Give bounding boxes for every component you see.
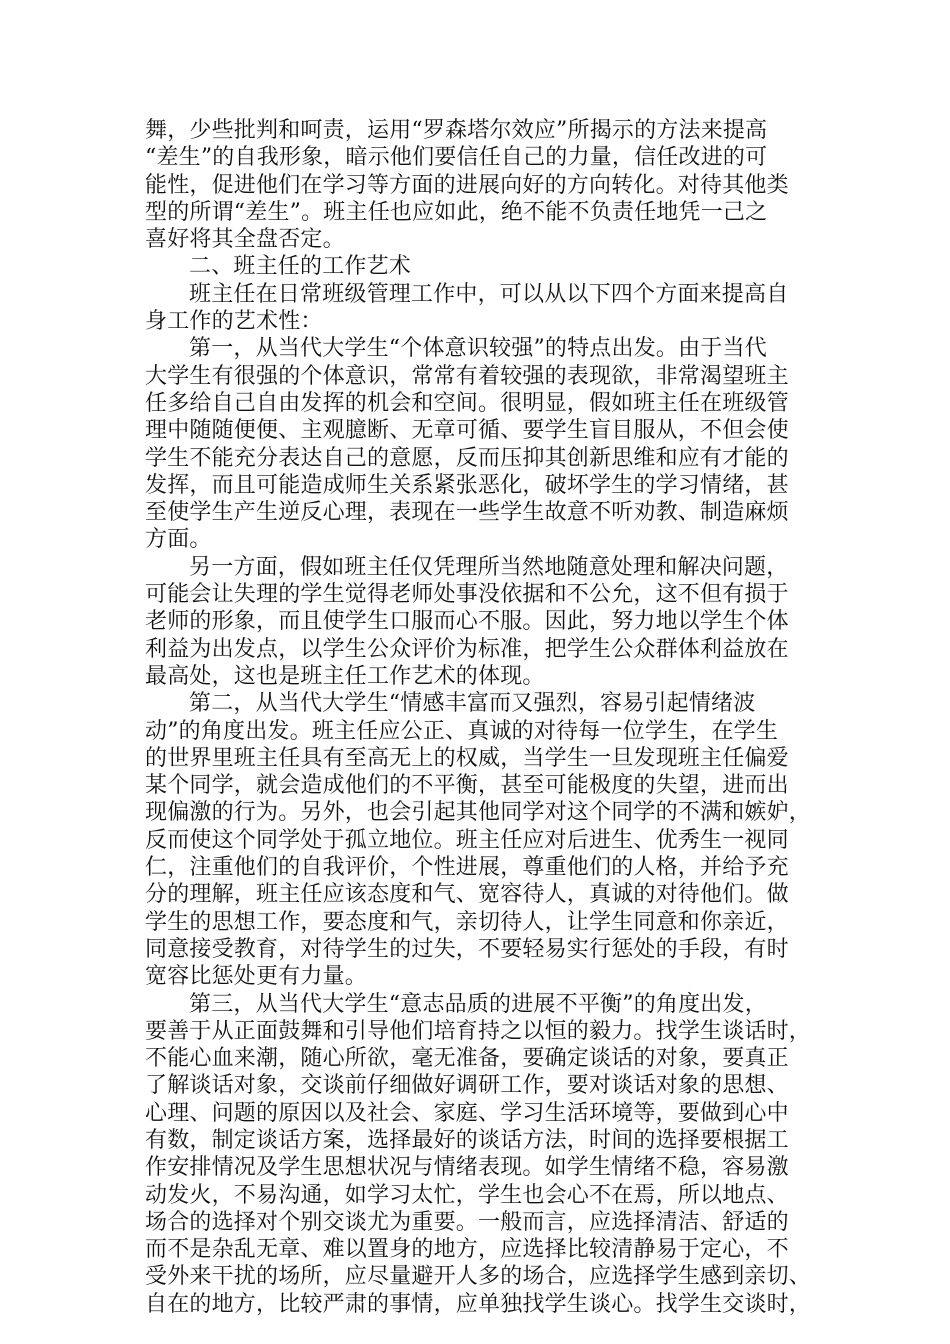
text-line: 身工作的艺术性： [145,309,323,335]
text-line: 第三，从当代大学生“意志品质的进展不平衡”的角度出发， [189,991,767,1017]
text-line: 理中随随便便、主观臆断、无章可循、要学生盲目服从，不但会使 [145,418,789,444]
text-line: 了解谈话对象，交谈前仔细做好调研工作，要对谈话对象的思想、 [145,1073,789,1099]
text-line: “差生”的自我形象，暗示他们要信任自己的力量，信任改进的可 [145,145,768,171]
text-line: 动发火，不易沟通，如学习太忙，学生也会心不在焉，所以地点、 [145,1182,789,1208]
text-line: 最高处，这也是班主任工作艺术的体现。 [145,663,545,689]
text-line: 喜好将其全盘否定。 [145,227,345,253]
text-line: 同意接受教育，对待学生的过失，不要轻易实行惩处的手段，有时 [145,936,789,962]
text-line: 型的所谓“差生”。班主任也应如此，绝不能不负责任地凭一己之 [145,199,768,225]
text-line: 班主任在日常班级管理工作中，可以从以下四个方面来提高自 [189,281,789,307]
text-line: 反而使这个同学处于孤立地位。班主任应对后进生、优秀生一视同 [145,827,789,853]
text-line: 方面。 [145,527,212,553]
text-line: 至使学生产生逆反心理，表现在一些学生故意不听劝教、制造麻烦 [145,500,789,526]
text-line: 受外来干扰的场所，应尽量避开人多的场合，应选择学生感到亲切、 [145,1264,812,1290]
text-line: 利益为出发点，以学生公众评价为标准，把学生公众群体利益放在 [145,636,789,662]
text-line: 有数，制定谈话方案，选择最好的谈话方法，时间的选择要根据工 [145,1127,789,1153]
text-line: 能性，促进他们在学习等方面的进展向好的方向转化。对待其他类 [145,172,789,198]
text-line: 自在的地方，比较严肃的事情，应单独找学生谈心。找学生交谈时， [145,1291,812,1317]
text-line: 二、班主任的工作艺术 [189,254,412,280]
text-line: 可能会让失理的学生觉得老师处事没依据和不公允，这不但有损于 [145,582,789,608]
text-line: 宽容比惩处更有力量。 [145,964,368,990]
text-line: 的世界里班主任具有至高无上的权威，当学生一旦发现班主任偏爱 [145,745,789,771]
text-line: 不能心血来潮，随心所欲，毫无准备，要确定谈话的对象，要真正 [145,1046,789,1072]
text-line: 第一，从当代大学生“个体意识较强”的特点出发。由于当代 [189,336,767,362]
text-line: 第二，从当代大学生“情感丰富而又强烈，容易引起情绪波 [189,691,756,717]
text-line: 动”的角度出发。班主任应公正、真诚的对待每一位学生，在学生 [145,718,779,744]
text-line: 而不是杂乱无章、难以置身的地方，应选择比较清静易于定心，不 [145,1237,789,1263]
text-line: 现偏激的行为。另外，也会引起其他同学对这个同学的不满和嫉妒， [145,800,812,826]
text-line: 某个同学，就会造成他们的不平衡，甚至可能极度的失望，进而出 [145,773,789,799]
text-line: 学生不能充分表达自己的意愿，反而压抑其创新思维和应有才能的 [145,445,789,471]
document-page [145,117,817,1318]
text-line: 场合的选择对个别交谈尤为重要。一般而言，应选择清洁、舒适的 [145,1209,789,1235]
text-line: 心理、问题的原因以及社会、家庭、学习生活环境等，要做到心中 [145,1100,789,1126]
text-line: 老师的形象，而且使学生口服而心不服。因此，努力地以学生个体 [145,609,789,635]
text-line: 要善于从正面鼓舞和引导他们培育持之以恒的毅力。找学生谈话时， [145,1018,812,1044]
text-line: 作安排情况及学生思想状况与情绪表现。如学生情绪不稳，容易激 [145,1155,789,1181]
text-line: 分的理解，班主任应该态度和气、宽容待人，真诚的对待他们。做 [145,882,789,908]
text-line: 任多给自己自由发挥的机会和空间。很明显，假如班主任在班级管 [145,390,789,416]
text-line: 舞，少些批判和呵责，运用“罗森塔尔效应”所揭示的方法来提高 [145,118,768,143]
text-line: 大学生有很强的个体意识，常常有着较强的表现欲，非常渴望班主 [145,363,789,389]
text-line: 另一方面，假如班主任仅凭理所当然地随意处理和解决问题， [189,554,789,580]
text-line: 学生的思想工作，要态度和气，亲切待人，让学生同意和你亲近， [145,909,789,935]
text-line: 发挥，而且可能造成师生关系紧张恶化，破坏学生的学习情绪，甚 [145,472,789,498]
text-line: 仁，注重他们的自我评价，个性进展，尊重他们的人格，并给予充 [145,855,789,881]
